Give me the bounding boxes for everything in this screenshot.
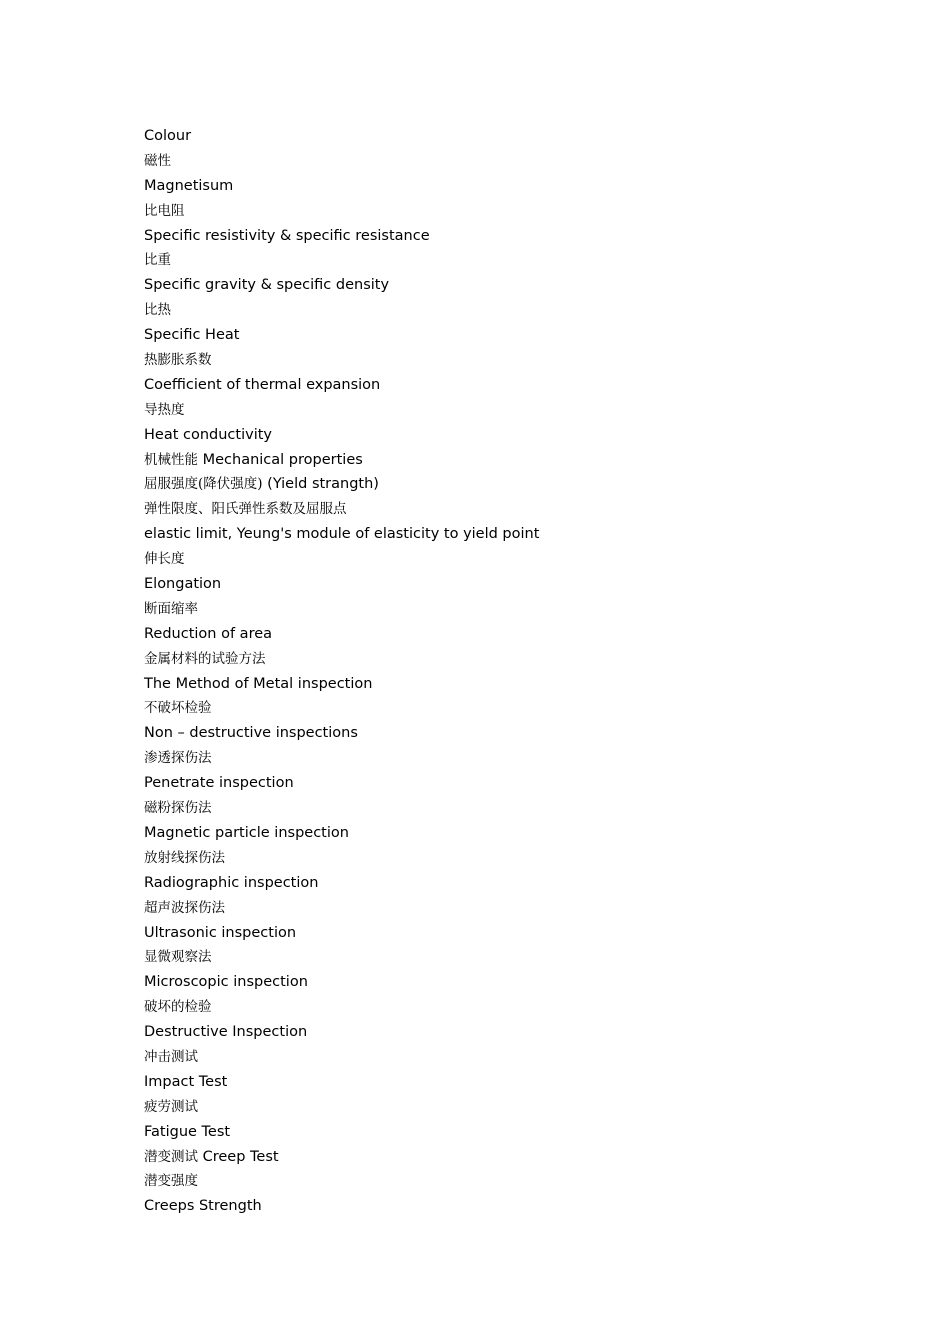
text-en: Creep Test: [202, 1148, 279, 1165]
text-line: 热膨胀系数: [144, 352, 212, 369]
text-line: Coefficient of thermal expansion: [144, 376, 381, 393]
text-line: 渗透探伤法: [144, 750, 212, 767]
text-line: 显微观察法: [144, 949, 212, 966]
text-zh: 屈服强度(降伏强度): [144, 476, 263, 493]
text-line: The Method of Metal inspection: [144, 675, 373, 692]
text-line: 比电阻: [144, 202, 185, 219]
text-line: Microscopic inspection: [144, 974, 308, 991]
text-line: 伸长度: [144, 551, 185, 568]
text-line: 金属材料的试验方法: [144, 650, 266, 667]
text-line: 冲击测试: [144, 1048, 198, 1065]
text-line: 放射线探伤法: [144, 849, 225, 866]
text-line: Elongation: [144, 576, 222, 593]
text-line: Impact Test: [144, 1073, 228, 1090]
text-line: Destructive Inspection: [144, 1024, 308, 1041]
text-line: Ultrasonic inspection: [144, 924, 297, 941]
text-line: Penetrate inspection: [144, 775, 294, 792]
text-line: Colour: [144, 128, 192, 144]
text-line: Specific gravity & specific density: [144, 277, 390, 294]
text-zh: 潜变测试: [144, 1148, 198, 1165]
text-line: Magnetic particle inspection: [144, 824, 349, 841]
text-line: 不破坏检验: [144, 700, 212, 717]
text-line: 弹性限度、阳氏弹性系数及屈服点: [144, 501, 347, 518]
text-line: Specific Heat: [144, 327, 240, 344]
text-line: [144, 448, 844, 473]
text-line: 导热度: [144, 401, 185, 418]
text-line: 比热: [144, 302, 171, 319]
text-line: Specific resistivity & specific resistance: [144, 227, 430, 244]
text-line: 潜变强度: [144, 1173, 198, 1190]
text-line: 破坏的检验: [144, 999, 212, 1016]
text-line: 磁性: [144, 152, 171, 169]
text-line: Reduction of area: [144, 625, 273, 642]
text-line: 磁粉探伤法: [144, 800, 212, 817]
text-en: (Yield strangth): [267, 476, 379, 493]
text-line: Magnetisum: [144, 177, 234, 194]
text-line: 疲劳测试: [144, 1098, 198, 1115]
text-line: 超声波探伤法: [144, 899, 225, 916]
text-line: 比重: [144, 252, 171, 269]
text-zh: 机械性能: [144, 451, 198, 468]
text-line: Radiographic inspection: [144, 874, 319, 891]
text-line: Heat conductivity: [144, 426, 272, 443]
text-line: Creeps Strength: [144, 1198, 262, 1215]
document-page: [144, 124, 844, 1219]
text-line: Fatigue Test: [144, 1123, 231, 1140]
text-line: elastic limit, Yeung's module of elasticity to yield point: [144, 526, 540, 543]
text-line: 断面缩率: [144, 600, 198, 617]
text-line: Non – destructive inspections: [144, 725, 358, 742]
text-en: Mechanical properties: [202, 451, 363, 468]
text-line: [144, 472, 844, 497]
text-line: [144, 1145, 844, 1170]
